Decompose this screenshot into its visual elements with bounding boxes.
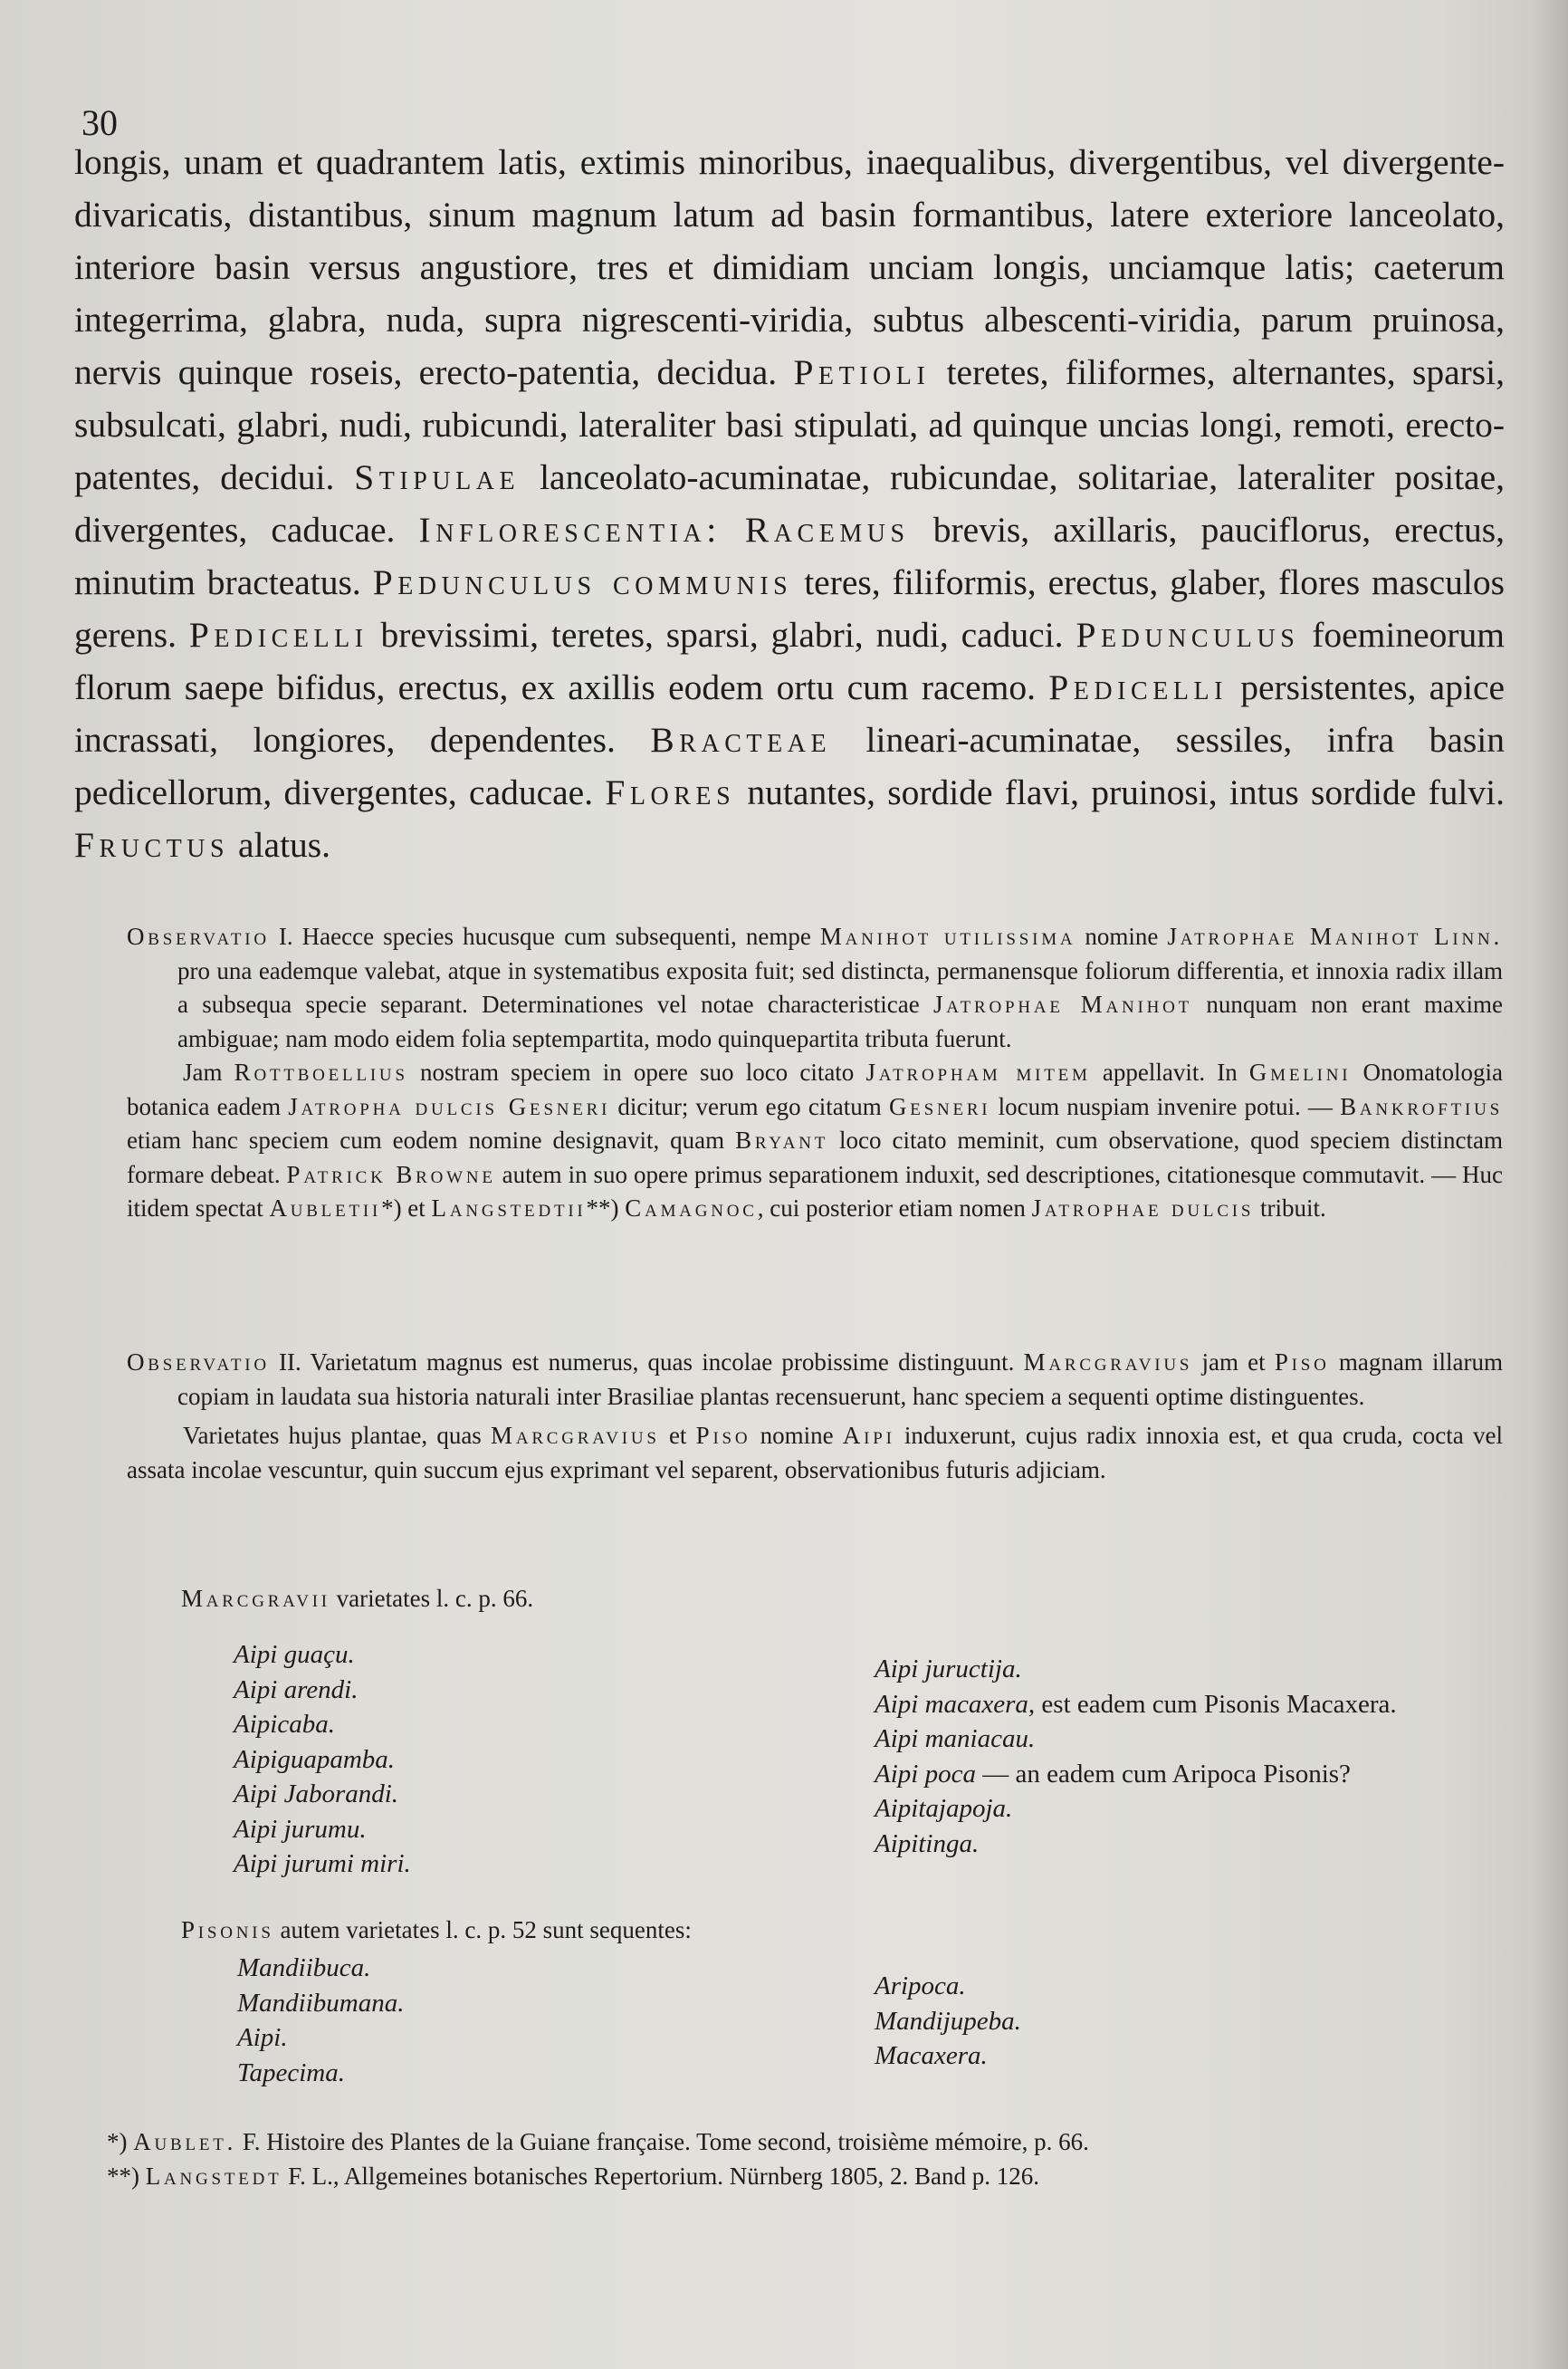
- page-number: 30: [81, 102, 118, 143]
- small-caps-term: Racemus: [744, 510, 910, 550]
- variety-name: Aipicaba.: [234, 1710, 335, 1739]
- small-caps-term: Aubletii: [269, 1194, 382, 1222]
- variety-name: Aipitajapoja.: [875, 1794, 1013, 1823]
- variety-note: est eadem cum Pisonis Macaxera.: [1035, 1689, 1397, 1719]
- variety-name: Aipitinga.: [875, 1828, 980, 1858]
- variety-name: Aipi jurumu.: [234, 1814, 367, 1844]
- pisonis-varieties-left: [237, 1951, 404, 2090]
- main-description-paragraph: longis, unam et quadrantem latis, extimis minoribus, inaequalibus, divergentibus, vel divergente-divaricatis, distantibus, sinum magnum latum ad basin formantibus, latere exteriore lanceolato, interiore basin versus angustiore, tres et dimidiam unciam longis, unciamque latis; caeterum integerrima, glabra, nuda, supra nigrescenti-viridia, subtus albescenti-viridia, parum pruinosa, nervis quinque roseis, erecto-patentia, decidua. Petioli teretes, filiformes, alternantes, sparsi, subsulcati, glabri, nudi, rubicundi, lateraliter basi stipulati, ad quinque uncias longi, remoti, erecto-patentes, decidui. Stipulae lanceolato-acuminatae, rubicundae, solitariae, lateraliter positae, divergentes, caducae. Inflorescentia: Racemus brevis, axillaris, pauciflorus, erectus, minutim bracteatus. Pedunculus communis teres, filiformis, erectus, glaber, flores masculos gerens. Pedicelli brevissimi, teretes, sparsi, glabri, nudi, caduci. Pedunculus foemineorum florum saepe bifidus, erectus, ex axillis eodem ortu cum racemo. Pedicelli persistentes, apice incrassati, longiores, dependentes. Bracteae lineari-acuminatae, sessiles, infra basin pedicellorum, divergentes, caducae. Flores nutantes, sordide flavi, pruinosi, intus sordide fulvi. Fructus alatus.: [74, 142, 1506, 865]
- small-caps-term: Fructus: [74, 825, 230, 865]
- small-caps-term: Observatio: [127, 1348, 270, 1376]
- small-caps-term: Bankroftius: [1340, 1092, 1503, 1120]
- variety-name: Aipiguapamba.: [234, 1744, 396, 1774]
- small-caps-term: Marcgravii: [181, 1585, 330, 1612]
- small-caps-term: Marcgravius: [1023, 1348, 1193, 1376]
- variety-name: Tapecima.: [237, 2057, 345, 2087]
- small-caps-term: Jatrophae Manihot Linn.: [1167, 923, 1504, 950]
- small-caps-term: Aipi: [842, 1422, 895, 1449]
- pisonis-varieties-label: Pisonis autem varietates l. c. p. 52 sunt sequentes:: [181, 1916, 692, 1943]
- small-caps-term: Observatio: [127, 923, 270, 950]
- small-caps-term: Stipulae: [354, 457, 521, 497]
- small-caps-term: Patrick Browne: [286, 1160, 496, 1188]
- footnote-aublet: *) Aublet. F. Histoire des Plantes de la Guiane française. Tome second, troisième mémoire, p. 66.: [107, 2128, 1089, 2155]
- small-caps-term: Rottboellius: [234, 1059, 408, 1086]
- observatio-1-paragraph-2: Jam Rottboellius nostram speciem in opere suo loco citato Jatropham mitem appellavit. In Gmelini Onomatologia botanica eadem Jatropha dulcis Gesneri dicitur; verum ego citatum Gesneri locum nuspiam invenire potui. — Bankroftius etiam hanc speciem cum eodem nomine designavit, quam Bryant loco citato meminit, cum observatione, quod speciem distinctam formare debeat. Patrick Browne autem in suo opere primus separationem induxit, sed descriptiones, citationesque commutavit. — Huc itidem spectat Aubletii*) et Langstedtii**) Camagnoc, cui posterior etiam nomen Jatrophae dulcis tribuit.: [127, 1059, 1503, 1222]
- small-caps-term: Piso: [1274, 1348, 1330, 1376]
- variety-name: Macaxera.: [875, 2041, 988, 2070]
- footnote-langstedt: **) Langstedt F. L., Allgemeines botanisches Repertorium. Nürnberg 1805, 2. Band p. 126.: [107, 2163, 1040, 2190]
- variety-name: Aipi poca — an eadem cum Aripoca Pisonis?: [875, 1759, 1351, 1789]
- small-caps-term: Langstedt: [145, 2163, 282, 2190]
- marcgravii-varieties-label: Marcgravii varietates l. c. p. 66.: [181, 1585, 534, 1612]
- observatio-2: [127, 1346, 1503, 1487]
- small-caps-term: Pedunculus: [1076, 615, 1300, 655]
- small-caps-term: Gesneri: [888, 1092, 991, 1120]
- small-caps-term: Bryant: [735, 1127, 829, 1154]
- variety-name: Aipi macaxera, est eadem cum Pisonis Macaxera.: [875, 1689, 1397, 1719]
- small-caps-term: Aublet.: [133, 2128, 237, 2155]
- variety-name: Aipi.: [237, 2023, 288, 2052]
- small-caps-term: Jatrophae dulcis: [1031, 1194, 1255, 1222]
- variety-name: Aipi arendi.: [234, 1674, 359, 1704]
- marcgravii-varieties-right: [875, 1652, 1397, 1861]
- small-caps-term: Marcgravius: [491, 1422, 660, 1449]
- small-caps-term: Pisonis: [181, 1916, 274, 1943]
- small-caps-term: Gmelini: [1248, 1059, 1352, 1086]
- observatio-2-paragraph-1: Observatio II. Varietatum magnus est numerus, quas incolae probissime distinguunt. Marcgravius jam et Piso magnam illarum copiam in laudata sua historia naturali inter Brasiliae plantas recensuerunt, hanc speciem a sequenti optime distinguentes.: [127, 1348, 1503, 1410]
- variety-name: Aipi juructija.: [875, 1654, 1022, 1683]
- small-caps-term: Jatrophae Manihot: [932, 991, 1193, 1018]
- page-edge-shadow: [1534, 0, 1568, 2369]
- small-caps-term: Petioli: [793, 352, 931, 392]
- small-caps-term: Pedicelli: [1048, 667, 1228, 707]
- variety-name: Mandiibuca.: [237, 1953, 371, 1982]
- small-caps-term: Bracteae: [650, 720, 832, 760]
- variety-name: Mandijupeba.: [875, 2006, 1021, 2036]
- observatio-1: [127, 920, 1503, 1226]
- small-caps-term: Piso: [695, 1422, 751, 1449]
- pisonis-varieties-right: [875, 1969, 1021, 2074]
- small-caps-term: Pedicelli: [188, 615, 368, 655]
- small-caps-term: Langstedtii: [431, 1194, 587, 1222]
- small-caps-term: Flores: [605, 772, 736, 812]
- small-caps-term: Inflorescentia:: [418, 510, 722, 550]
- marcgravii-varieties-left: [234, 1637, 411, 1882]
- small-caps-term: Pedunculus communis: [372, 562, 793, 602]
- small-caps-term: Jatropham mitem: [865, 1059, 1091, 1086]
- observatio-1-paragraph-1: Observatio I. Haecce species hucusque cum subsequenti, nempe Manihot utilissima nomine Jatrophae Manihot Linn. pro una eademque valebat, atque in systematibus exposita fuit; sed distincta, permanensque foliorum differentia, et innoxia radix illam a subsequa specie separant. Determinationes vel notae characteristicae Jatrophae Manihot nunquam non erant maxime ambiguae; nam modo eidem folia septempartita, modo quinquepartita tributa fuerunt.: [127, 923, 1504, 1052]
- variety-name: Aripoca.: [875, 1971, 966, 2000]
- variety-name: Aipi guaçu.: [234, 1640, 355, 1669]
- variety-name: Aipi Jaborandi.: [234, 1779, 399, 1808]
- small-caps-term: Jatropha dulcis Gesneri: [288, 1092, 611, 1120]
- variety-name: Aipi maniacau.: [875, 1724, 1036, 1753]
- small-caps-term: Manihot utilissima: [819, 923, 1076, 950]
- variety-name: Aipi jurumi miri.: [234, 1849, 411, 1878]
- variety-name: Mandiibumana.: [237, 1988, 405, 2018]
- variety-note: — an eadem cum Aripoca Pisonis?: [975, 1759, 1351, 1789]
- small-caps-term: Camagnoc: [625, 1194, 758, 1222]
- observatio-2-paragraph-2: Varietates hujus plantae, quas Marcgravius et Piso nomine Aipi induxerunt, cujus radix innoxia est, et qua cruda, cocta vel assata incolae vescuntur, quin succum ejus exprimant vel separent, observationibus futuris adjiciam.: [127, 1422, 1503, 1483]
